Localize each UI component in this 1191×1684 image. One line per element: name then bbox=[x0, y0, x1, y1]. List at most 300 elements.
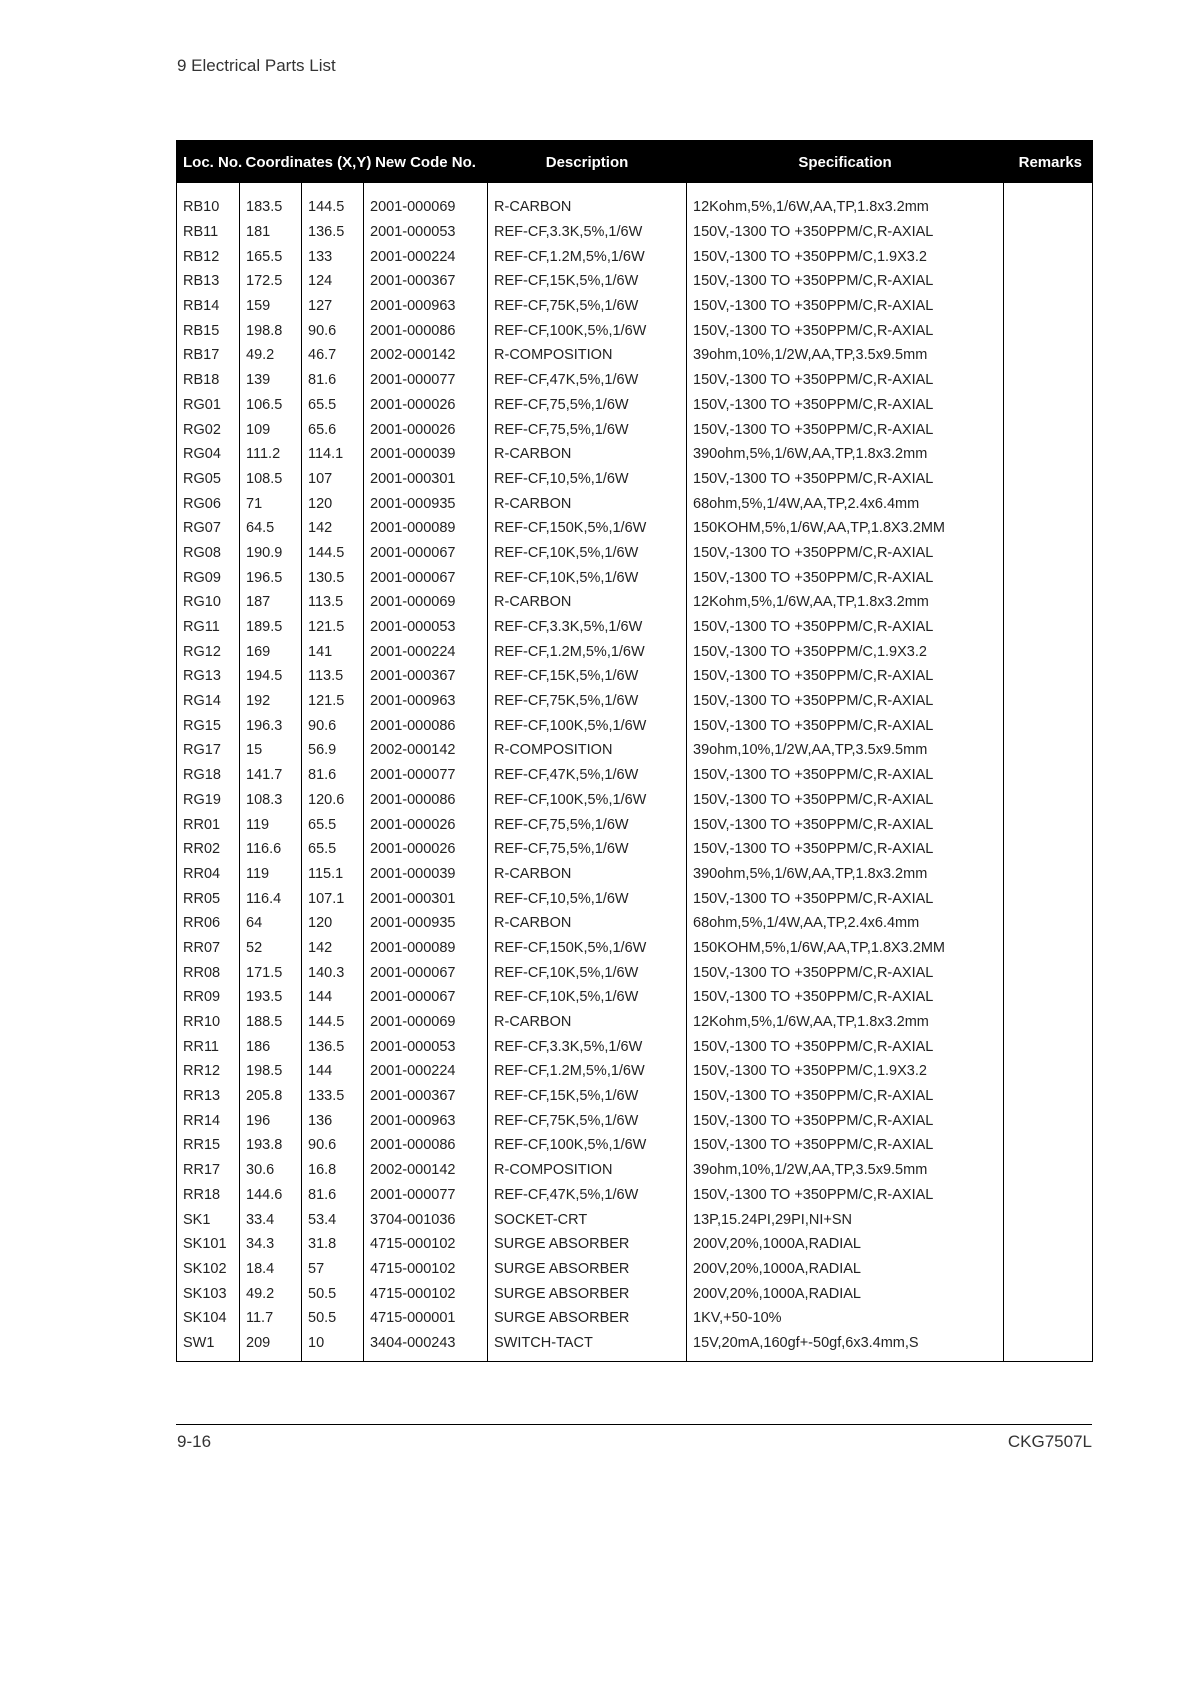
header-new-code-no: New Code No. bbox=[364, 141, 488, 184]
cell-description: REF-CF,150K,5%,1/6W bbox=[488, 936, 687, 961]
cell-description: R-COMPOSITION bbox=[488, 343, 687, 368]
cell-loc-no: RG13 bbox=[177, 664, 240, 689]
table-row bbox=[177, 886, 1093, 911]
cell-remarks bbox=[1004, 393, 1093, 418]
table-row bbox=[177, 1108, 1093, 1133]
cell-coord-y: 113.5 bbox=[302, 590, 364, 615]
cell-code-no: 2001-000069 bbox=[364, 1010, 488, 1035]
cell-code-no: 2001-000053 bbox=[364, 1034, 488, 1059]
cell-specification: 150V,-1300 TO +350PPM/C,1.9X3.2 bbox=[687, 639, 1004, 664]
cell-coord-y: 46.7 bbox=[302, 343, 364, 368]
cell-coord-x: 190.9 bbox=[240, 541, 302, 566]
cell-specification: 150V,-1300 TO +350PPM/C,R-AXIAL bbox=[687, 788, 1004, 813]
cell-loc-no: RR06 bbox=[177, 911, 240, 936]
cell-loc-no: RB11 bbox=[177, 220, 240, 245]
cell-description: SURGE ABSORBER bbox=[488, 1257, 687, 1282]
cell-code-no: 2001-000301 bbox=[364, 886, 488, 911]
cell-coord-x: 49.2 bbox=[240, 1281, 302, 1306]
cell-loc-no: RR18 bbox=[177, 1183, 240, 1208]
table-row bbox=[177, 812, 1093, 837]
cell-specification: 200V,20%,1000A,RADIAL bbox=[687, 1257, 1004, 1282]
cell-remarks bbox=[1004, 763, 1093, 788]
table-row bbox=[177, 1084, 1093, 1109]
cell-coord-y: 133.5 bbox=[302, 1084, 364, 1109]
cell-specification: 150V,-1300 TO +350PPM/C,R-AXIAL bbox=[687, 294, 1004, 319]
cell-loc-no: RB17 bbox=[177, 343, 240, 368]
cell-description: REF-CF,150K,5%,1/6W bbox=[488, 516, 687, 541]
cell-description: REF-CF,75,5%,1/6W bbox=[488, 417, 687, 442]
cell-loc-no: SK101 bbox=[177, 1232, 240, 1257]
cell-coord-y: 65.5 bbox=[302, 837, 364, 862]
table-row bbox=[177, 244, 1093, 269]
cell-loc-no: RR14 bbox=[177, 1108, 240, 1133]
cell-specification: 12Kohm,5%,1/6W,AA,TP,1.8x3.2mm bbox=[687, 183, 1004, 220]
cell-code-no: 2001-000224 bbox=[364, 1059, 488, 1084]
cell-code-no: 4715-000001 bbox=[364, 1306, 488, 1331]
cell-remarks bbox=[1004, 664, 1093, 689]
table-row bbox=[177, 541, 1093, 566]
cell-coord-x: 183.5 bbox=[240, 183, 302, 220]
cell-loc-no: RR02 bbox=[177, 837, 240, 862]
table-row bbox=[177, 763, 1093, 788]
cell-coord-x: 49.2 bbox=[240, 343, 302, 368]
cell-remarks bbox=[1004, 960, 1093, 985]
cell-description: REF-CF,75K,5%,1/6W bbox=[488, 689, 687, 714]
cell-description: REF-CF,3.3K,5%,1/6W bbox=[488, 1034, 687, 1059]
cell-remarks bbox=[1004, 615, 1093, 640]
table-row bbox=[177, 738, 1093, 763]
cell-loc-no: RG08 bbox=[177, 541, 240, 566]
cell-coord-y: 144.5 bbox=[302, 541, 364, 566]
cell-specification: 150V,-1300 TO +350PPM/C,R-AXIAL bbox=[687, 713, 1004, 738]
cell-coord-x: 198.5 bbox=[240, 1059, 302, 1084]
cell-remarks bbox=[1004, 516, 1093, 541]
cell-coord-y: 10 bbox=[302, 1331, 364, 1362]
cell-coord-x: 109 bbox=[240, 417, 302, 442]
cell-coord-y: 142 bbox=[302, 936, 364, 961]
cell-loc-no: RR09 bbox=[177, 985, 240, 1010]
cell-code-no: 2001-000069 bbox=[364, 183, 488, 220]
cell-coord-x: 165.5 bbox=[240, 244, 302, 269]
cell-description: SURGE ABSORBER bbox=[488, 1281, 687, 1306]
cell-loc-no: RR17 bbox=[177, 1158, 240, 1183]
cell-loc-no: RR01 bbox=[177, 812, 240, 837]
cell-coord-y: 90.6 bbox=[302, 713, 364, 738]
cell-coord-x: 193.5 bbox=[240, 985, 302, 1010]
cell-remarks bbox=[1004, 467, 1093, 492]
table-row bbox=[177, 1281, 1093, 1306]
cell-loc-no: SK103 bbox=[177, 1281, 240, 1306]
cell-specification: 39ohm,10%,1/2W,AA,TP,3.5x9.5mm bbox=[687, 343, 1004, 368]
cell-coord-y: 144.5 bbox=[302, 183, 364, 220]
cell-specification: 1KV,+50-10% bbox=[687, 1306, 1004, 1331]
cell-specification: 68ohm,5%,1/4W,AA,TP,2.4x6.4mm bbox=[687, 491, 1004, 516]
cell-coord-x: 188.5 bbox=[240, 1010, 302, 1035]
cell-coord-y: 114.1 bbox=[302, 442, 364, 467]
cell-description: SURGE ABSORBER bbox=[488, 1232, 687, 1257]
cell-coord-y: 127 bbox=[302, 294, 364, 319]
cell-code-no: 2001-000935 bbox=[364, 911, 488, 936]
cell-coord-y: 121.5 bbox=[302, 689, 364, 714]
cell-coord-y: 57 bbox=[302, 1257, 364, 1282]
cell-code-no: 2001-000026 bbox=[364, 837, 488, 862]
cell-loc-no: SK1 bbox=[177, 1207, 240, 1232]
table-row bbox=[177, 1059, 1093, 1084]
cell-coord-x: 189.5 bbox=[240, 615, 302, 640]
cell-description: REF-CF,47K,5%,1/6W bbox=[488, 368, 687, 393]
cell-specification: 150V,-1300 TO +350PPM/C,R-AXIAL bbox=[687, 467, 1004, 492]
cell-loc-no: RG18 bbox=[177, 763, 240, 788]
cell-loc-no: RR05 bbox=[177, 886, 240, 911]
table-row bbox=[177, 639, 1093, 664]
cell-code-no: 2002-000142 bbox=[364, 1158, 488, 1183]
cell-remarks bbox=[1004, 269, 1093, 294]
footer-rule bbox=[176, 1424, 1092, 1425]
table-row bbox=[177, 615, 1093, 640]
cell-coord-x: 71 bbox=[240, 491, 302, 516]
cell-code-no: 2001-000053 bbox=[364, 615, 488, 640]
cell-description: REF-CF,3.3K,5%,1/6W bbox=[488, 615, 687, 640]
cell-code-no: 2001-000067 bbox=[364, 565, 488, 590]
cell-specification: 150V,-1300 TO +350PPM/C,R-AXIAL bbox=[687, 1084, 1004, 1109]
cell-loc-no: RR13 bbox=[177, 1084, 240, 1109]
cell-loc-no: RG19 bbox=[177, 788, 240, 813]
cell-description: R-CARBON bbox=[488, 862, 687, 887]
cell-description: R-COMPOSITION bbox=[488, 738, 687, 763]
cell-coord-y: 115.1 bbox=[302, 862, 364, 887]
cell-coord-x: 116.4 bbox=[240, 886, 302, 911]
cell-description: R-CARBON bbox=[488, 590, 687, 615]
table-row bbox=[177, 985, 1093, 1010]
cell-coord-x: 196.3 bbox=[240, 713, 302, 738]
table-row bbox=[177, 1034, 1093, 1059]
cell-loc-no: SK104 bbox=[177, 1306, 240, 1331]
cell-code-no: 2001-000053 bbox=[364, 220, 488, 245]
cell-coord-x: 106.5 bbox=[240, 393, 302, 418]
cell-coord-y: 141 bbox=[302, 639, 364, 664]
cell-coord-x: 187 bbox=[240, 590, 302, 615]
cell-remarks bbox=[1004, 244, 1093, 269]
cell-description: REF-CF,15K,5%,1/6W bbox=[488, 664, 687, 689]
cell-coord-y: 140.3 bbox=[302, 960, 364, 985]
cell-loc-no: RG09 bbox=[177, 565, 240, 590]
table-row bbox=[177, 1306, 1093, 1331]
cell-remarks bbox=[1004, 1108, 1093, 1133]
cell-coord-y: 56.9 bbox=[302, 738, 364, 763]
table-row bbox=[177, 862, 1093, 887]
table-row bbox=[177, 220, 1093, 245]
cell-code-no: 2001-000086 bbox=[364, 1133, 488, 1158]
cell-coord-x: 119 bbox=[240, 862, 302, 887]
cell-remarks bbox=[1004, 565, 1093, 590]
cell-loc-no: RB18 bbox=[177, 368, 240, 393]
cell-code-no: 2001-000367 bbox=[364, 1084, 488, 1109]
cell-coord-y: 65.5 bbox=[302, 812, 364, 837]
cell-loc-no: RR12 bbox=[177, 1059, 240, 1084]
cell-code-no: 2001-000026 bbox=[364, 393, 488, 418]
cell-specification: 150V,-1300 TO +350PPM/C,R-AXIAL bbox=[687, 886, 1004, 911]
cell-coord-x: 52 bbox=[240, 936, 302, 961]
cell-coord-y: 107.1 bbox=[302, 886, 364, 911]
table-row bbox=[177, 516, 1093, 541]
cell-loc-no: RG04 bbox=[177, 442, 240, 467]
cell-remarks bbox=[1004, 1306, 1093, 1331]
table-row bbox=[177, 491, 1093, 516]
cell-loc-no: RR15 bbox=[177, 1133, 240, 1158]
cell-coord-x: 30.6 bbox=[240, 1158, 302, 1183]
cell-specification: 13P,15.24PI,29PI,NI+SN bbox=[687, 1207, 1004, 1232]
cell-code-no: 3404-000243 bbox=[364, 1331, 488, 1362]
cell-description: REF-CF,75K,5%,1/6W bbox=[488, 1108, 687, 1133]
cell-remarks bbox=[1004, 1232, 1093, 1257]
cell-specification: 150V,-1300 TO +350PPM/C,R-AXIAL bbox=[687, 664, 1004, 689]
table-row bbox=[177, 393, 1093, 418]
cell-coord-x: 193.8 bbox=[240, 1133, 302, 1158]
cell-specification: 150V,-1300 TO +350PPM/C,R-AXIAL bbox=[687, 220, 1004, 245]
cell-specification: 39ohm,10%,1/2W,AA,TP,3.5x9.5mm bbox=[687, 1158, 1004, 1183]
cell-coord-x: 18.4 bbox=[240, 1257, 302, 1282]
cell-loc-no: RB13 bbox=[177, 269, 240, 294]
cell-code-no: 2001-000086 bbox=[364, 788, 488, 813]
cell-remarks bbox=[1004, 1183, 1093, 1208]
table-row bbox=[177, 837, 1093, 862]
cell-specification: 150V,-1300 TO +350PPM/C,R-AXIAL bbox=[687, 1034, 1004, 1059]
cell-coord-x: 181 bbox=[240, 220, 302, 245]
cell-specification: 150V,-1300 TO +350PPM/C,R-AXIAL bbox=[687, 1183, 1004, 1208]
cell-specification: 390ohm,5%,1/6W,AA,TP,1.8x3.2mm bbox=[687, 442, 1004, 467]
cell-code-no: 2001-000069 bbox=[364, 590, 488, 615]
cell-specification: 200V,20%,1000A,RADIAL bbox=[687, 1281, 1004, 1306]
table-row bbox=[177, 1183, 1093, 1208]
cell-code-no: 2001-000963 bbox=[364, 294, 488, 319]
cell-coord-x: 169 bbox=[240, 639, 302, 664]
table-row bbox=[177, 788, 1093, 813]
cell-code-no: 4715-000102 bbox=[364, 1281, 488, 1306]
table-row bbox=[177, 1331, 1093, 1362]
cell-description: REF-CF,47K,5%,1/6W bbox=[488, 1183, 687, 1208]
cell-code-no: 2001-000963 bbox=[364, 689, 488, 714]
cell-description: REF-CF,100K,5%,1/6W bbox=[488, 788, 687, 813]
cell-code-no: 3704-001036 bbox=[364, 1207, 488, 1232]
cell-description: R-COMPOSITION bbox=[488, 1158, 687, 1183]
cell-coord-x: 192 bbox=[240, 689, 302, 714]
cell-coord-y: 50.5 bbox=[302, 1306, 364, 1331]
cell-code-no: 2001-000026 bbox=[364, 417, 488, 442]
cell-code-no: 4715-000102 bbox=[364, 1232, 488, 1257]
cell-specification: 150V,-1300 TO +350PPM/C,R-AXIAL bbox=[687, 318, 1004, 343]
cell-coord-x: 172.5 bbox=[240, 269, 302, 294]
cell-remarks bbox=[1004, 590, 1093, 615]
cell-description: REF-CF,47K,5%,1/6W bbox=[488, 763, 687, 788]
cell-coord-x: 108.3 bbox=[240, 788, 302, 813]
cell-coord-x: 209 bbox=[240, 1331, 302, 1362]
cell-specification: 150V,-1300 TO +350PPM/C,R-AXIAL bbox=[687, 269, 1004, 294]
cell-remarks bbox=[1004, 837, 1093, 862]
cell-coord-x: 119 bbox=[240, 812, 302, 837]
cell-loc-no: RG01 bbox=[177, 393, 240, 418]
cell-description: REF-CF,75,5%,1/6W bbox=[488, 393, 687, 418]
table-row bbox=[177, 689, 1093, 714]
cell-coord-y: 142 bbox=[302, 516, 364, 541]
cell-remarks bbox=[1004, 343, 1093, 368]
cell-description: R-CARBON bbox=[488, 491, 687, 516]
cell-specification: 150V,-1300 TO +350PPM/C,R-AXIAL bbox=[687, 960, 1004, 985]
cell-coord-x: 159 bbox=[240, 294, 302, 319]
cell-description: REF-CF,10,5%,1/6W bbox=[488, 467, 687, 492]
cell-specification: 150V,-1300 TO +350PPM/C,R-AXIAL bbox=[687, 417, 1004, 442]
cell-code-no: 2001-000039 bbox=[364, 862, 488, 887]
table-row bbox=[177, 936, 1093, 961]
header-remarks: Remarks bbox=[1004, 141, 1093, 184]
cell-coord-y: 120 bbox=[302, 491, 364, 516]
cell-code-no: 2001-000367 bbox=[364, 664, 488, 689]
cell-remarks bbox=[1004, 1158, 1093, 1183]
cell-coord-y: 81.6 bbox=[302, 368, 364, 393]
cell-description: REF-CF,75K,5%,1/6W bbox=[488, 294, 687, 319]
cell-remarks bbox=[1004, 1010, 1093, 1035]
cell-description: R-CARBON bbox=[488, 1010, 687, 1035]
cell-code-no: 2001-000067 bbox=[364, 541, 488, 566]
cell-remarks bbox=[1004, 1331, 1093, 1362]
cell-coord-x: 205.8 bbox=[240, 1084, 302, 1109]
cell-coord-x: 15 bbox=[240, 738, 302, 763]
cell-code-no: 2001-000301 bbox=[364, 467, 488, 492]
cell-remarks bbox=[1004, 1084, 1093, 1109]
cell-code-no: 2001-000224 bbox=[364, 244, 488, 269]
cell-remarks bbox=[1004, 862, 1093, 887]
cell-remarks bbox=[1004, 417, 1093, 442]
cell-code-no: 2001-000367 bbox=[364, 269, 488, 294]
cell-coord-y: 107 bbox=[302, 467, 364, 492]
cell-loc-no: RG07 bbox=[177, 516, 240, 541]
table-row bbox=[177, 960, 1093, 985]
cell-remarks bbox=[1004, 713, 1093, 738]
cell-remarks bbox=[1004, 1207, 1093, 1232]
cell-loc-no: RG12 bbox=[177, 639, 240, 664]
cell-loc-no: RR11 bbox=[177, 1034, 240, 1059]
table-row bbox=[177, 1133, 1093, 1158]
cell-specification: 150V,-1300 TO +350PPM/C,R-AXIAL bbox=[687, 393, 1004, 418]
cell-loc-no: RG11 bbox=[177, 615, 240, 640]
cell-coord-x: 11.7 bbox=[240, 1306, 302, 1331]
cell-loc-no: RB12 bbox=[177, 244, 240, 269]
cell-remarks bbox=[1004, 1034, 1093, 1059]
parts-list-table bbox=[176, 140, 1093, 1362]
cell-coord-y: 50.5 bbox=[302, 1281, 364, 1306]
cell-remarks bbox=[1004, 689, 1093, 714]
cell-description: REF-CF,100K,5%,1/6W bbox=[488, 713, 687, 738]
cell-description: REF-CF,1.2M,5%,1/6W bbox=[488, 1059, 687, 1084]
header-loc-no: Loc. No. bbox=[177, 141, 240, 184]
cell-remarks bbox=[1004, 541, 1093, 566]
cell-description: REF-CF,15K,5%,1/6W bbox=[488, 1084, 687, 1109]
cell-specification: 150V,-1300 TO +350PPM/C,1.9X3.2 bbox=[687, 1059, 1004, 1084]
cell-description: REF-CF,75,5%,1/6W bbox=[488, 812, 687, 837]
cell-code-no: 2001-000935 bbox=[364, 491, 488, 516]
cell-coord-x: 186 bbox=[240, 1034, 302, 1059]
cell-loc-no: RG10 bbox=[177, 590, 240, 615]
cell-remarks bbox=[1004, 738, 1093, 763]
cell-coord-x: 144.6 bbox=[240, 1183, 302, 1208]
cell-description: REF-CF,10K,5%,1/6W bbox=[488, 960, 687, 985]
table-row bbox=[177, 442, 1093, 467]
cell-description: REF-CF,10K,5%,1/6W bbox=[488, 565, 687, 590]
cell-coord-x: 116.6 bbox=[240, 837, 302, 862]
cell-code-no: 2001-000086 bbox=[364, 318, 488, 343]
table-row bbox=[177, 368, 1093, 393]
header-description: Description bbox=[488, 141, 687, 184]
cell-coord-y: 120.6 bbox=[302, 788, 364, 813]
cell-coord-y: 136 bbox=[302, 1108, 364, 1133]
cell-loc-no: RG15 bbox=[177, 713, 240, 738]
table-row bbox=[177, 294, 1093, 319]
cell-description: REF-CF,10K,5%,1/6W bbox=[488, 985, 687, 1010]
cell-coord-x: 64.5 bbox=[240, 516, 302, 541]
cell-coord-y: 144 bbox=[302, 985, 364, 1010]
cell-specification: 150V,-1300 TO +350PPM/C,R-AXIAL bbox=[687, 763, 1004, 788]
cell-coord-x: 64 bbox=[240, 911, 302, 936]
cell-loc-no: RB14 bbox=[177, 294, 240, 319]
cell-description: R-CARBON bbox=[488, 183, 687, 220]
cell-code-no: 2001-000077 bbox=[364, 368, 488, 393]
cell-loc-no: RG05 bbox=[177, 467, 240, 492]
cell-description: SWITCH-TACT bbox=[488, 1331, 687, 1362]
table-row bbox=[177, 1158, 1093, 1183]
cell-coord-x: 141.7 bbox=[240, 763, 302, 788]
cell-description: REF-CF,10K,5%,1/6W bbox=[488, 541, 687, 566]
cell-description: SURGE ABSORBER bbox=[488, 1306, 687, 1331]
table-row bbox=[177, 590, 1093, 615]
cell-specification: 150V,-1300 TO +350PPM/C,R-AXIAL bbox=[687, 615, 1004, 640]
cell-specification: 150V,-1300 TO +350PPM/C,R-AXIAL bbox=[687, 541, 1004, 566]
cell-specification: 39ohm,10%,1/2W,AA,TP,3.5x9.5mm bbox=[687, 738, 1004, 763]
cell-coord-y: 31.8 bbox=[302, 1232, 364, 1257]
cell-specification: 68ohm,5%,1/4W,AA,TP,2.4x6.4mm bbox=[687, 911, 1004, 936]
table-header-row bbox=[177, 141, 1093, 184]
cell-coord-x: 108.5 bbox=[240, 467, 302, 492]
cell-loc-no: RG06 bbox=[177, 491, 240, 516]
cell-description: SOCKET-CRT bbox=[488, 1207, 687, 1232]
cell-coord-y: 65.5 bbox=[302, 393, 364, 418]
cell-specification: 150V,-1300 TO +350PPM/C,R-AXIAL bbox=[687, 689, 1004, 714]
cell-loc-no: SW1 bbox=[177, 1331, 240, 1362]
table-row bbox=[177, 1232, 1093, 1257]
cell-specification: 150V,-1300 TO +350PPM/C,R-AXIAL bbox=[687, 812, 1004, 837]
cell-coord-y: 130.5 bbox=[302, 565, 364, 590]
cell-coord-y: 121.5 bbox=[302, 615, 364, 640]
cell-coord-y: 144 bbox=[302, 1059, 364, 1084]
cell-specification: 12Kohm,5%,1/6W,AA,TP,1.8x3.2mm bbox=[687, 590, 1004, 615]
cell-coord-x: 194.5 bbox=[240, 664, 302, 689]
cell-remarks bbox=[1004, 812, 1093, 837]
cell-loc-no: RB15 bbox=[177, 318, 240, 343]
cell-coord-y: 53.4 bbox=[302, 1207, 364, 1232]
cell-description: R-CARBON bbox=[488, 442, 687, 467]
cell-code-no: 2001-000067 bbox=[364, 985, 488, 1010]
cell-description: REF-CF,10,5%,1/6W bbox=[488, 886, 687, 911]
cell-specification: 150KOHM,5%,1/6W,AA,TP,1.8X3.2MM bbox=[687, 936, 1004, 961]
cell-remarks bbox=[1004, 220, 1093, 245]
cell-coord-x: 34.3 bbox=[240, 1232, 302, 1257]
table-row bbox=[177, 269, 1093, 294]
cell-coord-y: 144.5 bbox=[302, 1010, 364, 1035]
cell-remarks bbox=[1004, 911, 1093, 936]
cell-description: REF-CF,15K,5%,1/6W bbox=[488, 269, 687, 294]
page-section-title: 9 Electrical Parts List bbox=[177, 56, 336, 75]
cell-loc-no: RB10 bbox=[177, 183, 240, 220]
table-row bbox=[177, 1257, 1093, 1282]
cell-specification: 390ohm,5%,1/6W,AA,TP,1.8x3.2mm bbox=[687, 862, 1004, 887]
